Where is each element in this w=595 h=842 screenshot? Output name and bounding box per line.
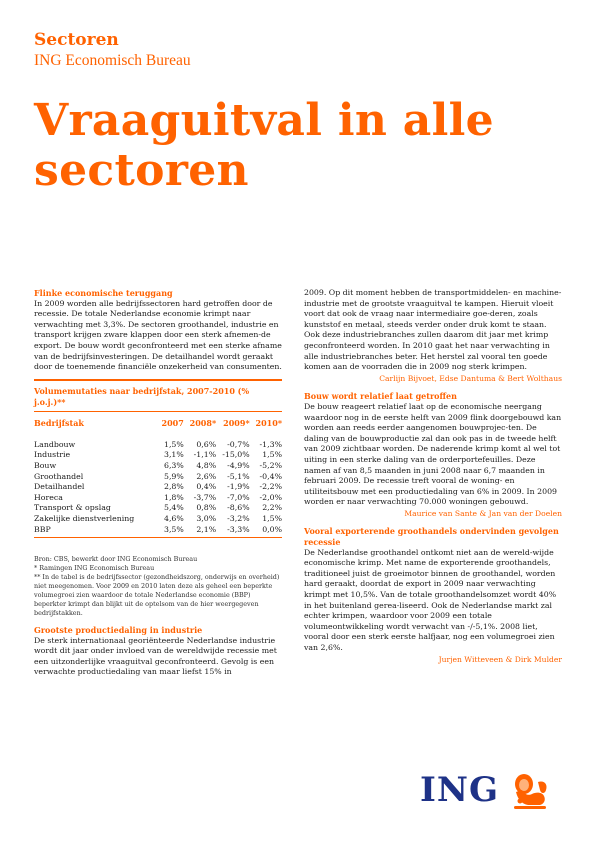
table-row-label: Landbouw: [34, 439, 76, 449]
table-cell: 1,5%: [262, 513, 282, 523]
page-title: Vraaguitval in alle sectoren: [34, 95, 494, 196]
author-credit-industry: Carlijn Bijvoet, Edse Dantuma & Bert Wolthaus: [379, 373, 562, 383]
table-cell: 4,6%: [163, 513, 184, 523]
table-row: [34, 503, 282, 514]
volume-table: [34, 418, 282, 535]
table-row-label: Bouw: [34, 460, 57, 470]
table-cell: 0,8%: [196, 503, 217, 513]
table-notes: [34, 555, 282, 618]
table-row: [34, 493, 282, 504]
section-body-economy: In 2009 worden alle bedrijfssectoren hard getroffen door de recessie. De totale Nederlandse economie krimpt naar verwachting met 3,3%. De sectoren groothandel, industrie en transport krijgen zware klappen door een sterk afnemen-de export. De bouw wordt geconfronteerd met een sterke afname van de bedrijfsinvesteringen. De detailhandel wordt geraakt door de toenemende financiële onzekerheid van consumenten.: [34, 298, 282, 372]
table-row-label: Zakelijke dienstverlening: [34, 513, 135, 523]
section-body-wholesale: De Nederlandse groothandel ontkomt niet aan de wereld-wijde economische krimp. Met name de exporterende groothandels, traditioneel juist de groeimotor binnen de groothandel, worden hard geraakt, doordat de export in 2009 naar verwachting krimpt met 10,5%. Van de totale groothandelsomzet wordt 40% in het buitenland gerea-liseerd. Ook de Nederlandse markt zal echter krimpen, waardoor voor 2009 een totale volumeontwikkeling wordt verwacht van -/-5,1%. 2008 liet, vooral door een sterk eerste halfjaar, nog een volumegroei zien van 2,6%.: [304, 547, 557, 652]
table-row: [34, 472, 282, 483]
table-cell: -7,0%: [227, 492, 250, 502]
lion-icon: [508, 770, 552, 812]
table-cell: -2,0%: [259, 492, 282, 502]
table-cell: 2,8%: [163, 482, 184, 492]
table-header-cell: 2009*: [223, 418, 250, 429]
section-heading-economy: Flinke economische teruggang: [34, 288, 173, 298]
section-kicker: Sectoren: [34, 30, 119, 50]
author-credit-wholesale: Jurjen Witteveen & Dirk Mulder: [438, 654, 562, 664]
table-cell: 6,3%: [163, 460, 184, 470]
table-cell: 4,8%: [196, 460, 217, 470]
table-cell: -2,2%: [259, 482, 282, 492]
table-row-label: Transport & opslag: [34, 503, 111, 513]
table-cell: 5,9%: [163, 471, 184, 481]
table-cell: -1,1%: [193, 450, 217, 460]
table-row-label: Industrie: [34, 450, 71, 460]
left-column: [34, 288, 282, 678]
table-cell: 2,1%: [196, 524, 217, 534]
table-cell: -15,0%: [222, 450, 250, 460]
table-header-cell: 2007: [161, 418, 184, 429]
table-row-label: Groothandel: [34, 471, 84, 481]
ing-logo: [420, 770, 570, 812]
table-cell: -3,3%: [227, 524, 250, 534]
table-footnote: ** In de tabel is de bedrijfssector (gezondheidszorg, onderwijs en overheid) niet meegenomen. Voor 2009 en 2010 laten deze als geheel een beperkte volumegroei zien waardoor de totale Nederlandse economie (BBP) beperkter krimpt dan blijkt uit de optelsom van de hier weergegeven bedrijfstakken.: [34, 573, 280, 618]
table-cell: -1,3%: [259, 439, 282, 449]
table-cell: -0,7%: [227, 439, 250, 449]
table-cell: 0,6%: [196, 439, 217, 449]
table-cell: 3,1%: [163, 450, 184, 460]
table-source-note: Bron: CBS, bewerkt door ING Economisch Bureau: [34, 555, 198, 564]
section-subkicker: ING Economisch Bureau: [34, 52, 191, 69]
table-header-cell: 2010*: [255, 418, 282, 429]
table-cell: -4,9%: [227, 460, 250, 470]
table-cell: 0,0%: [262, 524, 282, 534]
section-body-construction: De bouw reageert relatief laat op de economische neergang waardoor nog in de eerste helft van 2009 flink doorgebouwd kan worden aan reeds eerder aangenomen bouwprojec-ten. De daling van de bouwproductie zal dan ook pas in de tweede helft van 2009 zichtbaar worden. De naderende krimp komt al wel tot uiting in een sterke daling van de orderportefeuilles. Deze namen af van 8,5 maanden in juni 2008 naar 6,7 maanden in februari 2009. De recessie treft vooral de woning- en utiliteitsbouw met een productiedaling van 6% in 2009. In 2009 worden er naar verwachting 70.000 woningen gebouwd.: [304, 401, 562, 507]
table-row: [34, 450, 282, 461]
table-estimate-note: * Ramingen ING Economisch Bureau: [34, 564, 155, 573]
table-cell: -8,6%: [227, 503, 250, 513]
table-cell: 2,2%: [262, 503, 282, 513]
table-header-row: [34, 418, 282, 430]
right-column: [304, 288, 562, 665]
table-cell: 5,4%: [163, 503, 184, 513]
table-title: Volumemutaties naar bedrijfstak, 2007-2010 (% j.o.j.)**: [34, 379, 282, 408]
table-cell: -1,9%: [227, 482, 250, 492]
ing-logo-text: ING: [420, 770, 500, 810]
section-heading-construction: Bouw wordt relatief laat getroffen: [304, 391, 457, 402]
table-spacer: [34, 430, 282, 440]
section-body-industry: De sterk internationaal georiënteerde Nederlandse industrie wordt dit jaar onder invloed van de wereldwijde recessie met een uitzonderlijke vraaguitval geconfronteerd. Gevolg is een verwachte productiedaling van maar liefst 15% in: [34, 635, 277, 677]
author-credit-construction: Maurice van Sante & Jan van der Doelen: [404, 508, 562, 518]
table-row: [34, 461, 282, 472]
table-row: [34, 482, 282, 493]
table-row-label: Horeca: [34, 492, 63, 502]
table-cell: 2,6%: [196, 471, 217, 481]
table-cell: 1,8%: [163, 492, 184, 502]
table-cell: -5,1%: [227, 471, 250, 481]
table-cell: 3,0%: [196, 513, 217, 523]
section-body-industry-continued: 2009. Op dit moment hebben de transportmiddelen- en machine-industrie met de grootste vraaguitval te kampen. Hieruit vloeit voort dat ook de vraag naar intermediaire goe-deren, zoals kunststof en metaal, steeds verder onder druk komt te staan. Ook deze industriebranches zullen daarom dit jaar met krimp geconfronteerd worden. In 2010 gaat het naar verwachting in alle industriebranches beter. Het herstel zal vooral ten goede komen aan de voorraden die in 2009 nog sterk krimpen.: [304, 288, 562, 372]
table-cell: 1,5%: [163, 439, 184, 449]
section-heading-wholesale: Vooral exporterende groothandels ondervinden gevolgen recessie: [304, 526, 559, 548]
table-row: [34, 525, 282, 536]
table-row-label: Detailhandel: [34, 482, 85, 492]
table-row-label: BBP: [34, 524, 51, 534]
table-cell: 0,4%: [196, 482, 217, 492]
table-divider: [34, 411, 282, 412]
table-body: [34, 430, 282, 535]
table-row: [34, 514, 282, 525]
table-cell: -3,2%: [227, 513, 250, 523]
table-row: [34, 440, 282, 451]
table-header-cell: Bedrijfstak: [34, 418, 84, 429]
section-heading-industry: Grootste productiedaling in industrie: [34, 625, 203, 636]
table-cell: 1,5%: [262, 450, 282, 460]
table-cell: -5,2%: [259, 460, 282, 470]
table-cell: -3,7%: [193, 492, 217, 502]
table-cell: -0,4%: [259, 471, 282, 481]
table-bottom-rule: [34, 537, 282, 538]
table-header-cell: 2008*: [189, 418, 217, 429]
table-cell: 3,5%: [163, 524, 184, 534]
